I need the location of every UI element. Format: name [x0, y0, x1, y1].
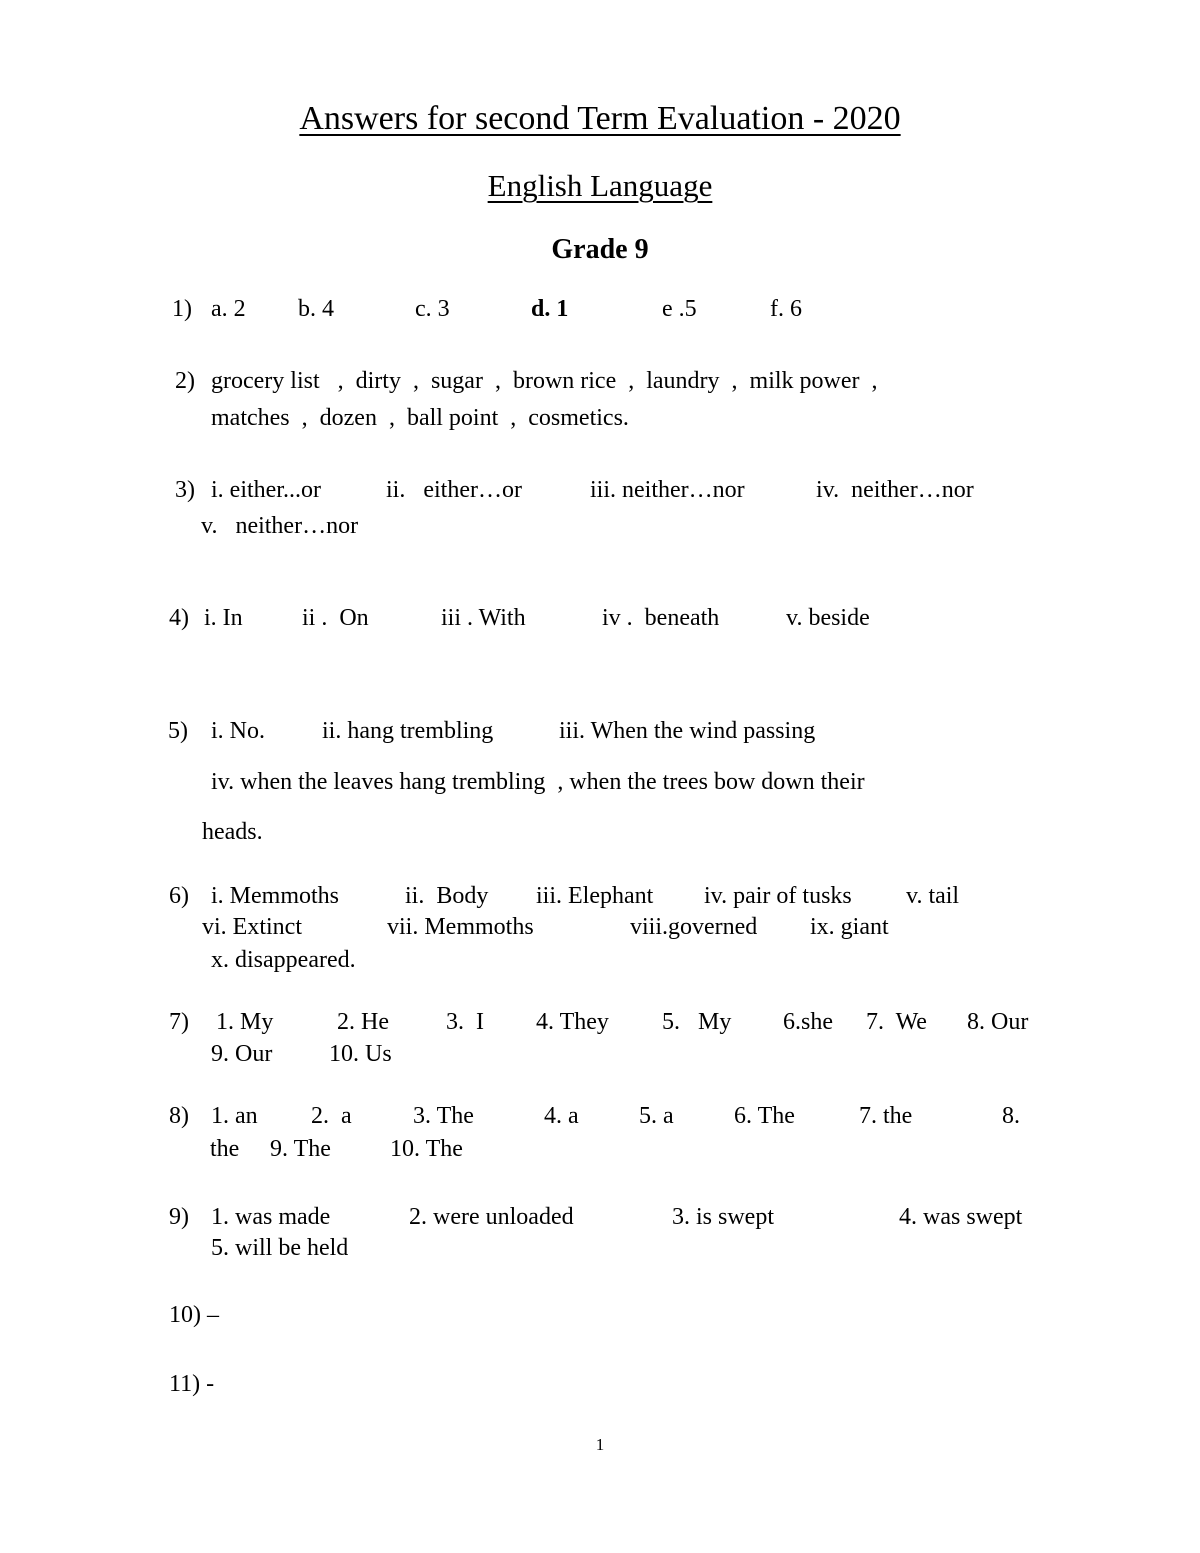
- answer-item: the: [210, 1136, 240, 1162]
- answer-item: 9. The: [270, 1136, 331, 1162]
- answer-item: 5. My: [662, 1009, 732, 1035]
- answer-item: 4. a: [544, 1103, 579, 1129]
- answer-item: b. 4: [298, 296, 334, 322]
- question-number: 2): [175, 368, 195, 394]
- answer-item: vii. Memmoths: [387, 914, 534, 940]
- answer-item: 5. a: [639, 1103, 674, 1129]
- answer-item: 10. Us: [329, 1041, 392, 1067]
- answer-item: iii . With: [441, 605, 526, 631]
- answer-item: 2. a: [311, 1103, 352, 1129]
- answer-item: v. neither…nor: [201, 513, 359, 539]
- answer-item: i. either...or: [211, 477, 321, 503]
- answer-item: iv. pair of tusks: [704, 883, 852, 909]
- question-number: 7): [169, 1009, 189, 1035]
- question-number: 1): [172, 296, 192, 322]
- answer-11: 11) -: [169, 1371, 215, 1397]
- answer-item: d. 1: [531, 296, 569, 322]
- page-title: Answers for second Term Evaluation - 2020: [299, 100, 901, 137]
- answer-item: iii. neither…nor: [590, 477, 745, 503]
- answer-item: a. 2: [211, 296, 246, 322]
- answer-item: c. 3: [415, 296, 450, 322]
- answer-line: grocery list , dirty , sugar , brown rice , laundry , milk power ,: [211, 368, 878, 394]
- answer-item: 7. the: [859, 1103, 913, 1129]
- answer-item: ii . On: [302, 605, 369, 631]
- subject-heading: English Language: [487, 168, 713, 203]
- answer-item: 3. is swept: [672, 1204, 774, 1230]
- answer-item: 8.: [1002, 1103, 1020, 1129]
- answer-line: iv. when the leaves hang trembling , when the trees bow down their: [211, 769, 865, 795]
- grade-heading: Grade 9: [551, 234, 649, 265]
- answer-item: 7. We: [866, 1009, 927, 1035]
- answer-item: ii. either…or: [386, 477, 522, 503]
- answer-item: v. beside: [786, 605, 870, 631]
- question-number: 4): [169, 605, 189, 631]
- answer-item: vi. Extinct: [202, 914, 302, 940]
- answer-item: 8. Our: [967, 1009, 1029, 1035]
- answer-item: ii. Body: [405, 883, 489, 909]
- answer-item: 3. The: [413, 1103, 474, 1129]
- answer-line: matches , dozen , ball point , cosmetics.: [211, 405, 629, 431]
- answer-item: viii.governed: [630, 914, 758, 940]
- answer-item: 4. was swept: [899, 1204, 1023, 1230]
- answer-item: e .5: [662, 296, 697, 322]
- answer-item: i. Memmoths: [211, 883, 340, 909]
- answer-item: 6.she: [783, 1009, 833, 1035]
- answer-item: 10. The: [390, 1136, 463, 1162]
- answer-item: 1. My: [216, 1009, 274, 1035]
- answer-item: iv. neither…nor: [816, 477, 974, 503]
- answer-item: 2. He: [337, 1009, 389, 1035]
- answer-item: iv . beneath: [602, 605, 720, 631]
- answer-10: 10) –: [169, 1302, 219, 1328]
- answer-item: 9. Our: [211, 1041, 273, 1067]
- answer-item: 6. The: [734, 1103, 795, 1129]
- question-number: 6): [169, 883, 189, 909]
- answer-item: 3. I: [446, 1009, 484, 1035]
- answer-item: iii. When the wind passing: [559, 718, 816, 744]
- answer-item: i. No.: [211, 718, 265, 744]
- answer-item: i. In: [204, 605, 243, 631]
- answer-item: 4. They: [536, 1009, 609, 1035]
- answer-item: 2. were unloaded: [409, 1204, 574, 1230]
- question-number: 5): [168, 718, 188, 744]
- answer-item: 1. an: [211, 1103, 258, 1129]
- answer-line: heads.: [202, 819, 263, 845]
- question-number: 3): [175, 477, 195, 503]
- answer-item: 1. was made: [211, 1204, 331, 1230]
- question-number: 8): [169, 1103, 189, 1129]
- answer-item: x. disappeared.: [211, 947, 356, 973]
- answer-item: iii. Elephant: [536, 883, 654, 909]
- answer-item: v. tail: [906, 883, 960, 909]
- answer-item: f. 6: [770, 296, 802, 322]
- page-number: 1: [595, 1435, 605, 1454]
- answer-item: ix. giant: [810, 914, 889, 940]
- answer-item: ii. hang trembling: [322, 718, 494, 744]
- question-number: 9): [169, 1204, 189, 1230]
- answer-item: 5. will be held: [211, 1235, 349, 1261]
